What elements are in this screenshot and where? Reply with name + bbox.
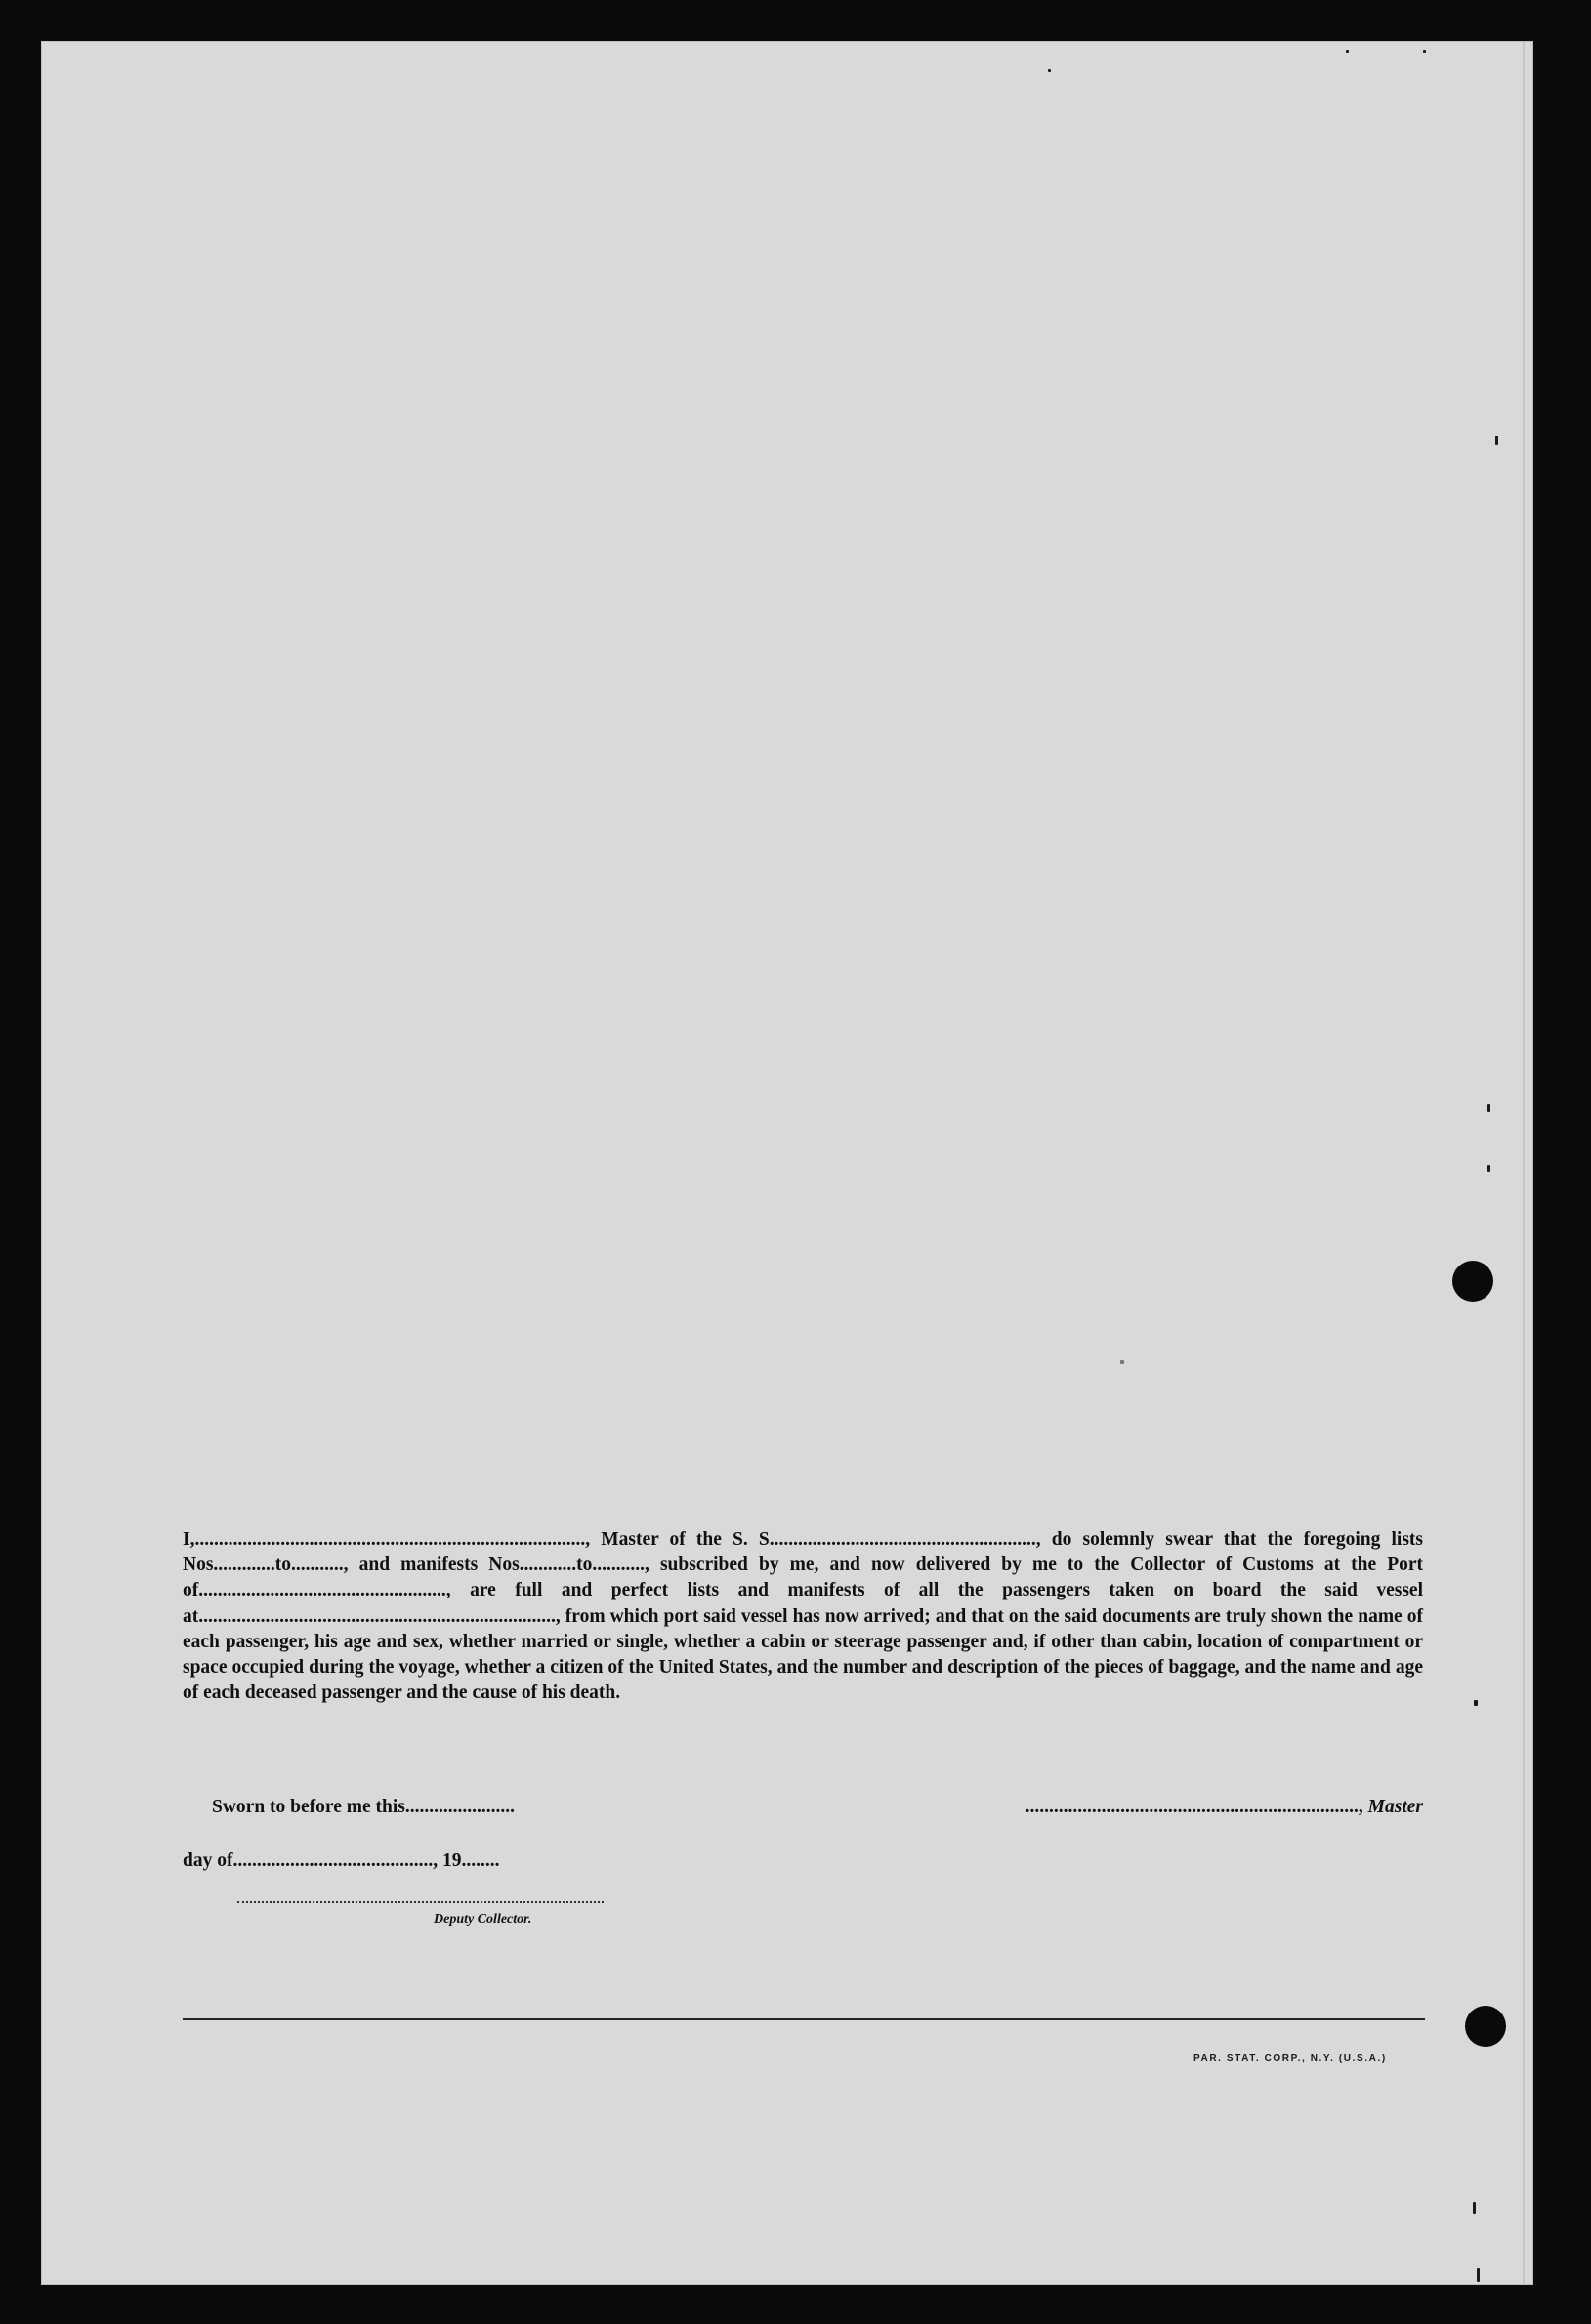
scan-speck [1474,1700,1478,1706]
scan-speck [1423,50,1426,53]
scan-speck [1487,1165,1490,1172]
scan-speck [1346,50,1349,53]
scan-speck [1477,2268,1480,2282]
deputy-collector-signature-line [237,1901,604,1903]
sworn-before-text: Sworn to before me this....................... [212,1797,515,1817]
day-of-text: day of.........................................., 19........ [183,1850,500,1871]
scan-speck [1487,1104,1490,1112]
deputy-collector-label: Deputy Collector. [434,1912,532,1927]
scan-speck [1048,69,1051,72]
scan-speck [1495,436,1498,445]
master-dotted-line: ......................................................................, [1025,1797,1368,1817]
scan-speck [1120,1360,1124,1364]
document-page [41,41,1533,2285]
punch-hole-lower [1465,2006,1506,2047]
scan-speck [1473,2202,1476,2214]
punch-hole-upper [1452,1261,1493,1302]
oath-text: I,.................................................................................., Master of the S. S........................................................, do solemnly swear that the foregoing lists Nos.............to..........., and manifests Nos............to..........., subscribed by me, and now delivered by me to the Collector of Customs at the Port of...................................................., are full and perfect lists and manifests of all the passengers taken on board the said vessel at..........................................................................., from which port said vessel has now arrived; and that on the said documents are truly shown the name of each passenger, his age and sex, whether married or single, whether a cabin or steerage passenger and, if other than cabin, location of compartment or space occupied during the voyage, whether a citizen of the United States, and the number and description of the pieces of baggage, and the name and age of each deceased passenger and the cause of his death. [183,1529,1423,1704]
printer-imprint: PAR. STAT. CORP., N.Y. (U.S.A.) [1193,2054,1387,2064]
master-label: Master [1367,1797,1423,1817]
sworn-row [183,1797,1423,1826]
master-signature-line [1026,1797,1423,1818]
horizontal-rule [183,2018,1425,2020]
oath-paragraph [183,1527,1423,1706]
page-edge-shadow [1523,42,1525,2284]
